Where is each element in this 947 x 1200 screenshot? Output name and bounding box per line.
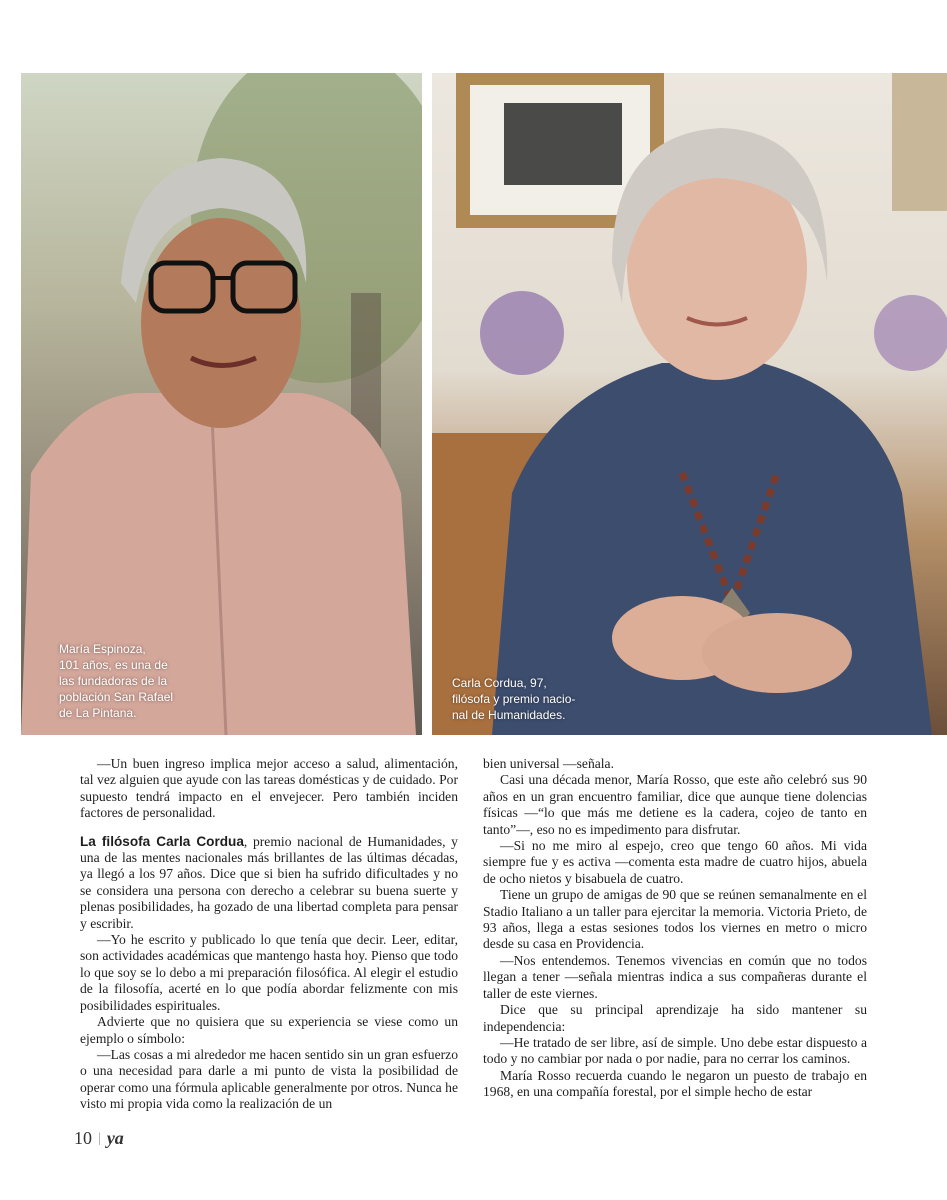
- caption-line: de La Pintana.: [59, 706, 137, 720]
- photo-caption-left: [59, 641, 209, 721]
- paragraph: Casi una década menor, María Rosso, que este año celebró sus 90 años en un gran encuentro familiar, dice que aunque tiene dolencias físicas —“lo que más me detiene es la cadera, cojeo de tanto en tanto”—, eso no es impedimento para disfrutar.: [483, 772, 867, 837]
- paragraph: Advierte que no quisiera que su experiencia se viese como un ejemplo o símbolo:: [80, 1014, 458, 1046]
- paragraph: bien universal —señala.: [483, 756, 614, 771]
- caption-line: María Espinoza,: [59, 642, 146, 656]
- folio-separator: |: [98, 1131, 101, 1146]
- caption-line: población San Rafael: [59, 690, 174, 704]
- paragraph: —Un buen ingreso implica mejor acceso a salud, alimentación, tal vez alguien que ayude con las tareas domésticas y de cuidado. Por supuesto tendrá impacto en el envejecer. Pero también inciden factores de personalidad.: [80, 756, 458, 821]
- paragraph: Dice que su principal aprendizaje ha sido mantener su independencia:: [483, 1002, 867, 1034]
- paragraph-text: , premio nacional de Humanidades, y una de las mentes nacionales más brillantes de las últimas décadas, ya llegó a los 97 años. Dice que si bien ha sufrido dificultades y no se considera una persona con derecho a celebrar su buena suerte y plenas posibilidades, ha gozado de una libertad completa para pensar y escribir.: [80, 833, 458, 931]
- portrait-illustration: [21, 73, 422, 735]
- paragraph: María Rosso recuerda cuando le negaron un puesto de trabajo en 1968, en una compañía forestal, por el simple hecho de estar: [483, 1067, 867, 1100]
- paragraph: —Si no me miro al espejo, creo que tengo 60 años. Mi vida siempre fue y es activa —comenta esta madre de cuatro hijos, abuela de ocho nietos y bisabuela de cuatro.: [483, 838, 867, 886]
- lead-in: La filósofa Carla Cordua: [80, 833, 244, 849]
- paragraph: Tiene un grupo de amigas de 90 que se reúnen semanalmente en el Stadio Italiano a un taller para ejercitar la memoria. Victoria Prieto, de 93 años, llega a estas sesiones todos los viernes en metro o micro desde su casa en Providencia.: [483, 887, 867, 952]
- photo-maria-espinoza: [21, 73, 422, 735]
- paragraph: —Las cosas a mi alrededor me hacen sentido sin un gran esfuerzo o una necesidad para darle a mi punto de vista la posibilidad de operar como una fórmula aplicable generalmente por otros. Nunca he visto mi propia vida como la realización de un: [80, 1046, 458, 1112]
- article-column-right: [483, 756, 867, 1101]
- photo-caption-right: [452, 675, 602, 723]
- page-folio: [74, 1128, 124, 1149]
- paragraph: —Nos entendemos. Tenemos vivencias en común que no todos llegan a tener —señala mientras indica a sus compañeras durante el taller de este viernes.: [483, 952, 867, 1001]
- article-column-left: [80, 756, 458, 1113]
- paragraph: —He tratado de ser libre, así de simple. Uno debe estar dispuesto a todo y no cambiar por nada o por nadie, para no cerrar los caminos.: [483, 1034, 867, 1067]
- paragraph: —Yo he escrito y publicado lo que tenía que decir. Leer, editar, son actividades académicas que mantengo hasta hoy. Pienso que todo lo que soy se lo debo a mi preparación filosófica. Al elegir el estudio de la filosofía, acerté en lo que podía abordar felizmente con mis posibilidades espirituales.: [80, 932, 458, 1013]
- caption-line: 101 años, es una de: [59, 658, 168, 672]
- caption-line: filósofa y premio nacio-: [452, 692, 576, 706]
- brand-logo: ya: [106, 1128, 124, 1148]
- paragraph-with-lead: [80, 834, 458, 932]
- caption-line: nal de Humanidades.: [452, 708, 566, 722]
- page-number: 10: [74, 1128, 92, 1148]
- photo-carla-cordua: [432, 73, 947, 735]
- caption-line: las fundadoras de la: [59, 674, 168, 688]
- caption-line: Carla Cordua, 97,: [452, 676, 547, 690]
- portrait-illustration: [432, 73, 947, 735]
